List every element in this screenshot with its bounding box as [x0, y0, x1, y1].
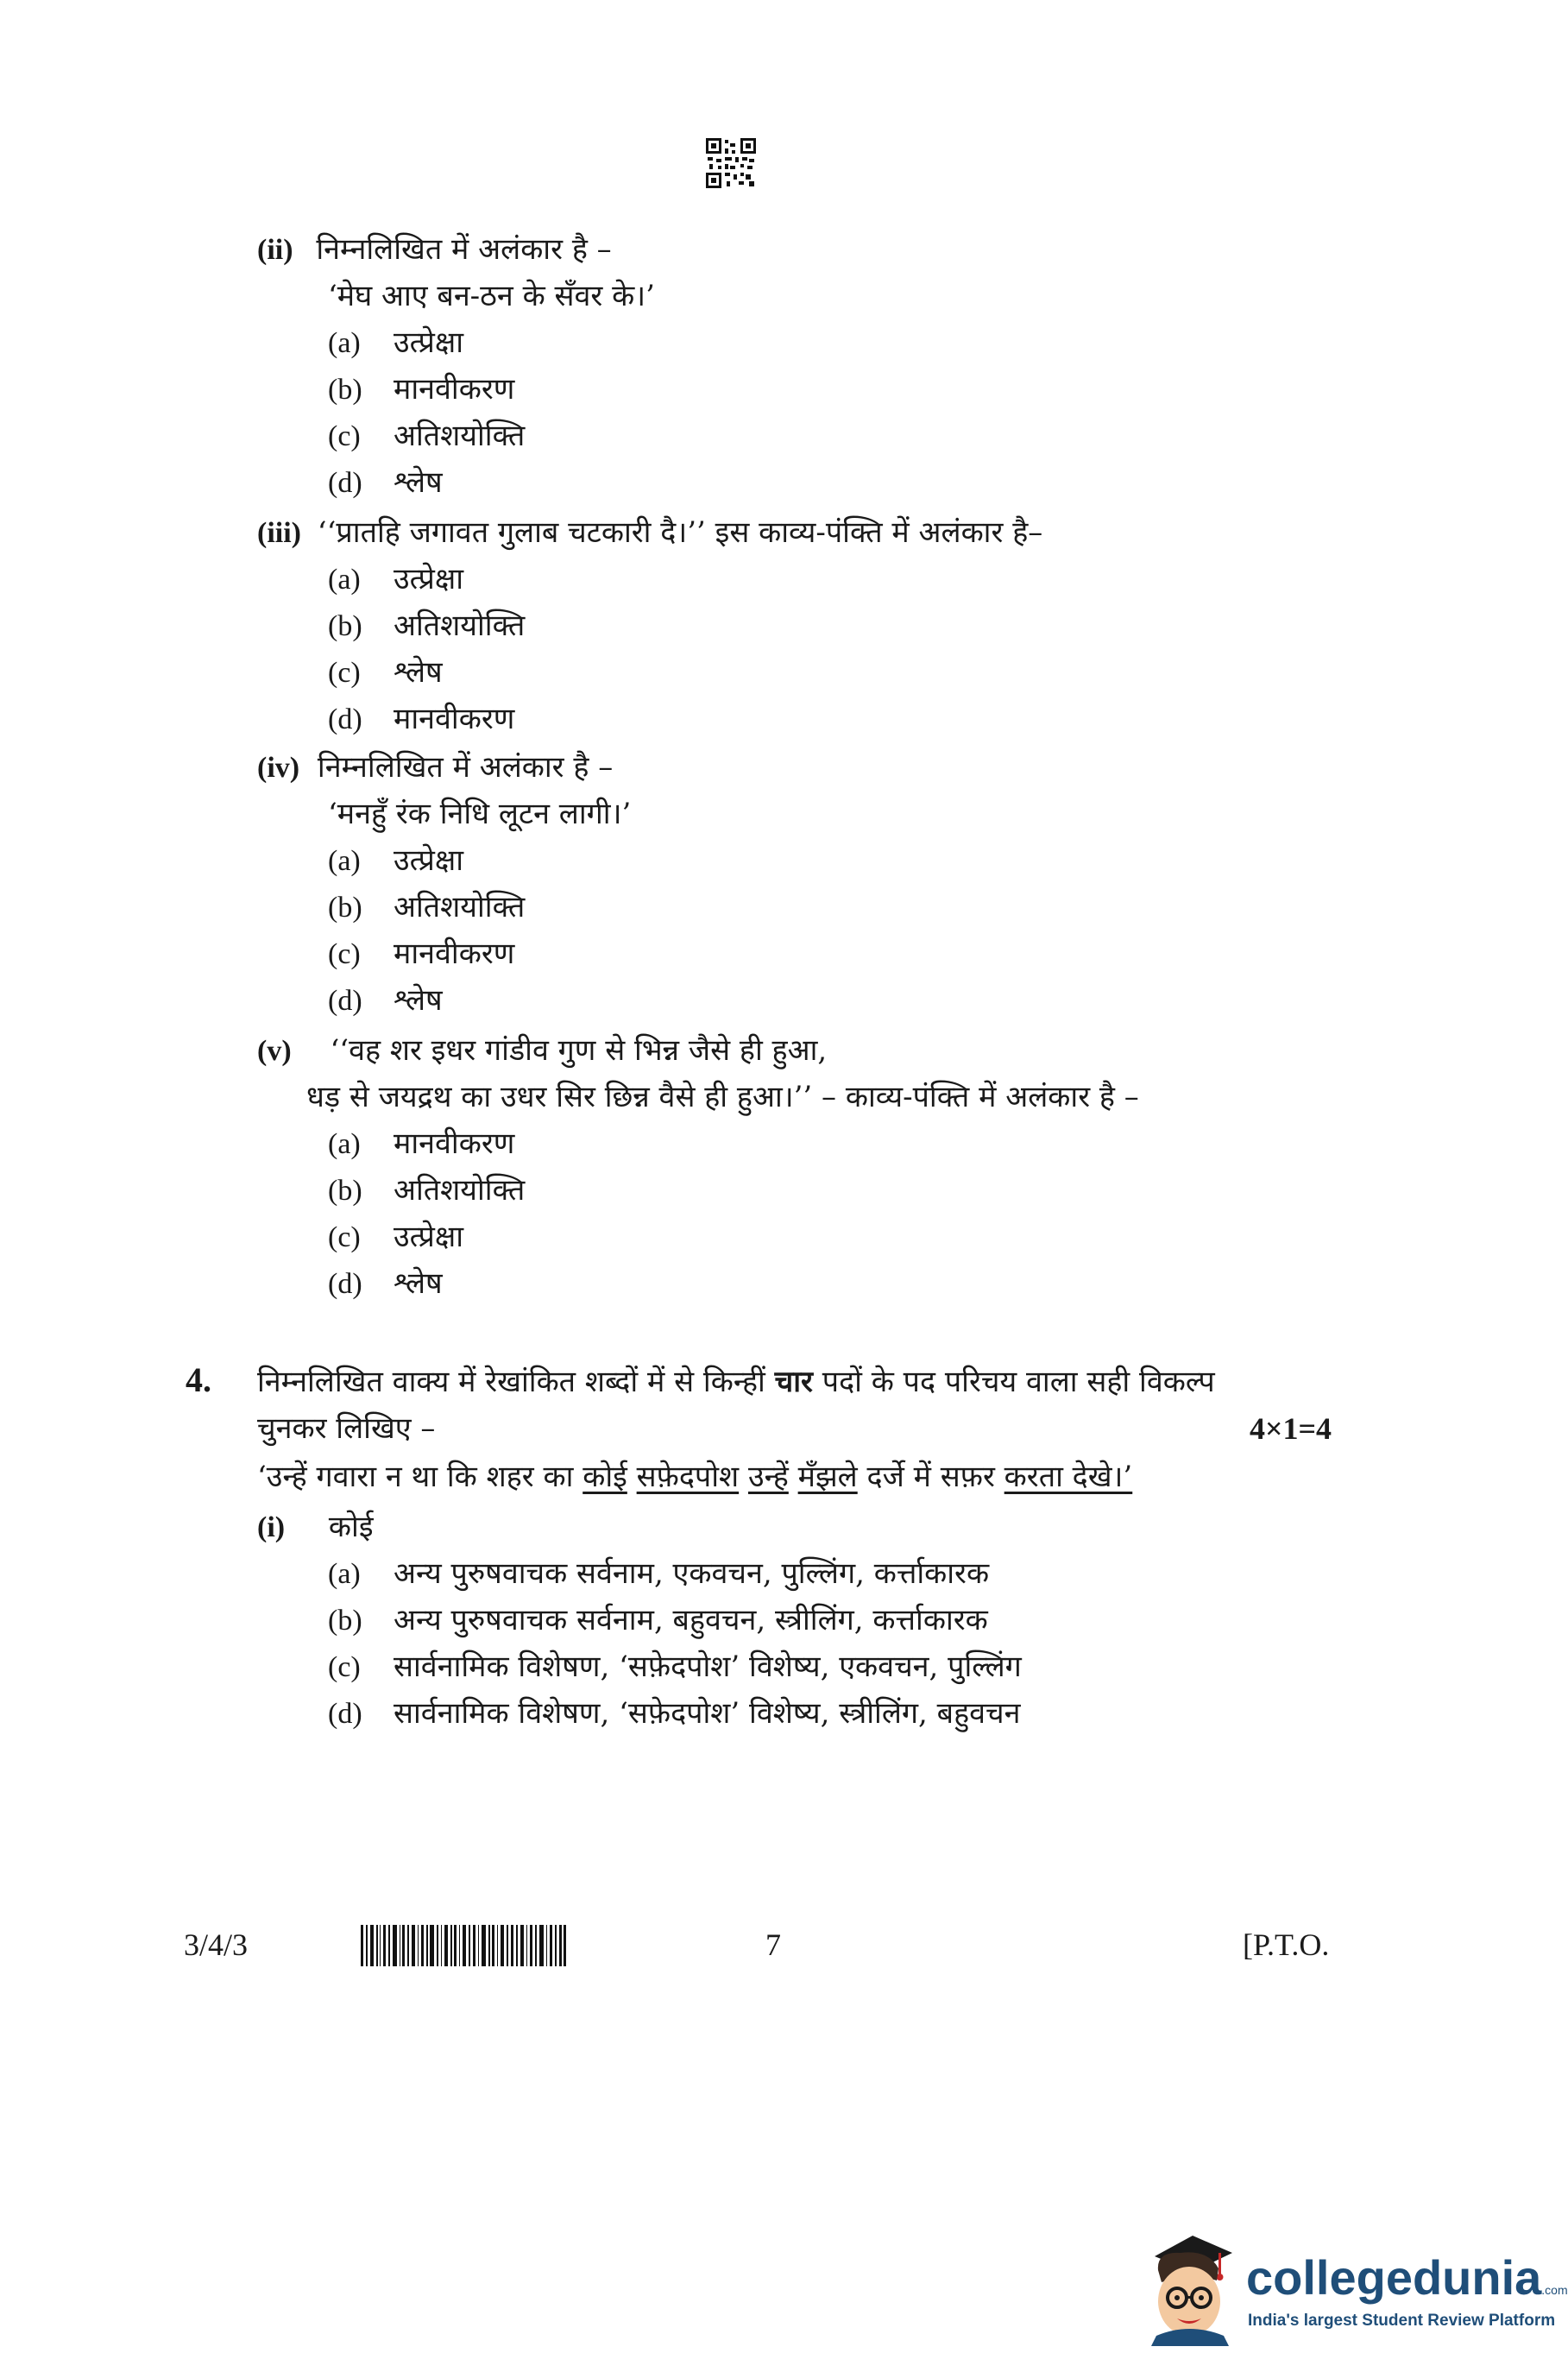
- option: [328, 1643, 1022, 1691]
- option-letter: (c): [328, 1221, 361, 1253]
- option: [328, 977, 443, 1025]
- option-letter: (b): [328, 374, 362, 406]
- question-4-number: [186, 1357, 211, 1404]
- option: [328, 884, 525, 931]
- option: [328, 459, 443, 507]
- page-number: 7: [765, 1927, 781, 1962]
- option: [328, 319, 463, 367]
- option-letter: (a): [328, 564, 361, 596]
- student-mascot-icon: [1139, 2227, 1243, 2346]
- brand-logo: [1139, 2218, 1568, 2348]
- question-number: (iv): [257, 752, 300, 784]
- option-letter: (a): [328, 1128, 361, 1160]
- option: [328, 366, 514, 413]
- question-number: 4.: [186, 1360, 211, 1399]
- option: [328, 1597, 988, 1644]
- option: [328, 1260, 443, 1308]
- option: [328, 930, 514, 978]
- option-letter: (d): [328, 1698, 362, 1730]
- underlined-word: उन्हें: [747, 1460, 789, 1494]
- question-number: (iii): [257, 517, 301, 549]
- question-number: (v): [257, 1035, 292, 1067]
- question-4-sentence: [257, 1454, 1132, 1500]
- option: [328, 556, 463, 603]
- question-number: (i): [257, 1511, 286, 1543]
- option-text: उत्प्रेक्षा: [394, 1220, 464, 1254]
- option-text: अतिशयोक्ति: [394, 419, 526, 453]
- paper-code: 3/4/3: [184, 1927, 249, 1962]
- brand-suffix: .com: [1541, 2283, 1568, 2297]
- pto-label: [P.T.O.: [1243, 1927, 1330, 1962]
- option-letter: (d): [328, 703, 362, 735]
- option: [328, 413, 525, 460]
- underlined-word: करता देखे।’: [1004, 1460, 1133, 1494]
- question-ii: [257, 226, 612, 274]
- option-text: अतिशयोक्ति: [394, 1173, 526, 1208]
- option-text: श्लेष: [394, 655, 443, 690]
- option-text: अतिशयोक्ति: [394, 609, 526, 643]
- option-letter: (d): [328, 985, 362, 1017]
- option-text: मानवीकरण: [394, 372, 515, 407]
- option-letter: (a): [328, 327, 361, 359]
- option-letter: (d): [328, 467, 362, 499]
- question-4-i: [257, 1504, 374, 1551]
- option: [328, 1690, 1021, 1738]
- question-v: [257, 1027, 827, 1075]
- option-letter: (c): [328, 938, 361, 970]
- brand-name: collegedunia: [1246, 2250, 1542, 2305]
- sentence-text: दर्जे में सफ़र: [857, 1460, 1004, 1494]
- question-iii: [257, 509, 1042, 557]
- option-text: श्लेष: [394, 1266, 443, 1301]
- option-letter: (b): [328, 1175, 362, 1207]
- question-stem: ‘‘प्रातहि जगावत गुलाब चटकारी दै।’’ इस काव्य-पंक्ति में अलंकार है–: [317, 515, 1043, 550]
- question-quote: ‘मेघ आए बन-ठन के सँवर के।’: [328, 279, 655, 313]
- option: [328, 1214, 463, 1261]
- option-text: अतिशयोक्ति: [394, 890, 526, 924]
- underlined-word: सफ़ेदपोश: [636, 1460, 740, 1494]
- option: [328, 837, 463, 885]
- option-text: उत्प्रेक्षा: [394, 562, 464, 596]
- marks: 4×1=4: [1250, 1411, 1332, 1446]
- instruction-text: निम्नलिखित वाक्य में रेखांकित शब्दों में से किन्हीं: [257, 1365, 775, 1399]
- option-text: सार्वनामिक विशेषण, ‘सफ़ेदपोश’ विशेष्य, स्त्रीलिंग, बहुवचन: [394, 1696, 1021, 1731]
- sentence-text: ‘उन्हें गवारा न था कि शहर का: [257, 1460, 583, 1494]
- option-letter: (c): [328, 657, 361, 689]
- underlined-word: मँझले: [797, 1460, 858, 1494]
- option-letter: (b): [328, 892, 362, 924]
- option-text: सार्वनामिक विशेषण, ‘सफ़ेदपोश’ विशेष्य, एकवचन, पुल्लिंग: [394, 1650, 1022, 1684]
- question-iv: [257, 744, 613, 792]
- question-word: कोई: [328, 1510, 374, 1544]
- question-4-instruction-line2: चुनकर लिखिए –: [257, 1411, 436, 1446]
- option-letter: (a): [328, 1558, 361, 1590]
- question-stem-line2: धड़ से जयद्रथ का उधर सिर छिन्न वैसे ही हुआ।’’ – काव्य-पंक्ति में अलंकार है –: [306, 1080, 1139, 1114]
- option-text: अन्य पुरुषवाचक सर्वनाम, बहुवचन, स्त्रीलिंग, कर्त्ताकारक: [394, 1603, 988, 1637]
- option: [328, 696, 514, 743]
- option-letter: (b): [328, 1605, 362, 1637]
- question-number: (ii): [257, 234, 293, 266]
- qr-code-icon: [706, 138, 756, 188]
- question-4-instruction: [257, 1359, 1215, 1405]
- question-stem: ‘‘वह शर इधर गांडीव गुण से भिन्न जैसे ही हुआ,: [330, 1033, 828, 1068]
- option-text: मानवीकरण: [394, 937, 515, 971]
- option: [328, 1167, 525, 1214]
- option-letter: (d): [328, 1268, 362, 1300]
- underlined-word: कोई: [582, 1460, 627, 1494]
- option-text: उत्प्रेक्षा: [394, 843, 464, 878]
- option: [328, 1120, 514, 1168]
- option-text: मानवीकरण: [394, 702, 515, 736]
- option: [328, 649, 443, 697]
- question-stem: निम्नलिखित में अलंकार है –: [317, 750, 614, 785]
- option-letter: (c): [328, 420, 361, 452]
- option-text: श्लेष: [394, 983, 443, 1018]
- question-stem: निम्नलिखित में अलंकार है –: [316, 232, 612, 267]
- option-letter: (a): [328, 845, 361, 877]
- instruction-emphasis: चार: [774, 1365, 813, 1399]
- brand-wordmark: [1246, 2249, 1568, 2306]
- instruction-text: पदों के पद परिचय वाला सही विकल्प: [812, 1365, 1215, 1399]
- option-text: श्लेष: [394, 465, 443, 500]
- barcode-icon: [361, 1925, 566, 1966]
- question-quote: ‘मनहुँ रंक निधि लूटन लागी।’: [328, 797, 632, 831]
- option-text: उत्प्रेक्षा: [394, 325, 464, 360]
- option-text: अन्य पुरुषवाचक सर्वनाम, एकवचन, पुल्लिंग, कर्त्ताकारक: [394, 1556, 990, 1591]
- option: [328, 1550, 989, 1598]
- option: [328, 602, 525, 650]
- option-letter: (c): [328, 1651, 361, 1683]
- option-letter: (b): [328, 610, 362, 642]
- option-text: मानवीकरण: [394, 1126, 515, 1161]
- brand-tagline: India's largest Student Review Platform: [1248, 2312, 1556, 2330]
